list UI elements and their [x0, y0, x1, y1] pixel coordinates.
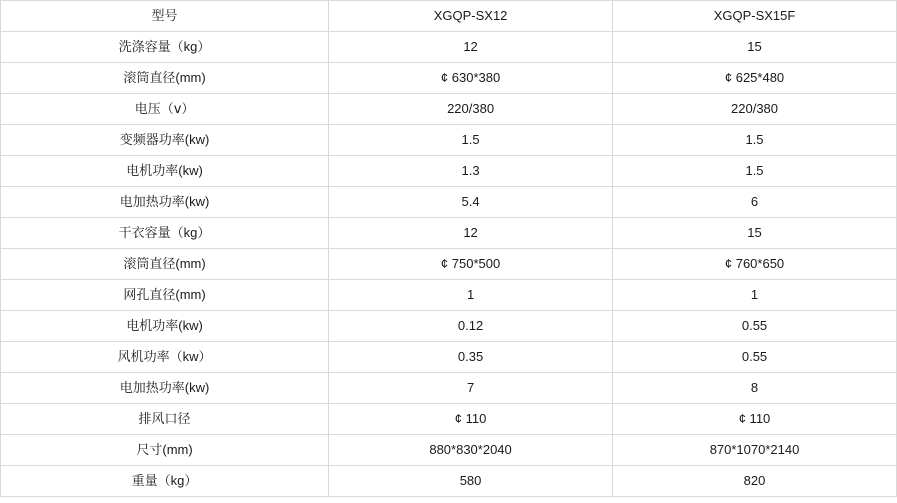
- row-value-1: 1.5: [329, 125, 613, 156]
- row-value-2: 870*1070*2140: [613, 435, 897, 466]
- row-value-1: 1.3: [329, 156, 613, 187]
- row-value-1: 12: [329, 218, 613, 249]
- row-value-1: 12: [329, 32, 613, 63]
- row-label: 网孔直径(mm): [1, 280, 329, 311]
- row-value-1: 0.12: [329, 311, 613, 342]
- row-value-2: ¢ 110: [613, 404, 897, 435]
- table-header-row: [1, 1, 897, 32]
- row-label: 电加热功率(kw): [1, 373, 329, 404]
- row-label: 洗涤容量（kg）: [1, 32, 329, 63]
- table-row: [1, 311, 897, 342]
- row-label: 电机功率(kw): [1, 156, 329, 187]
- table-row: [1, 435, 897, 466]
- table-row: [1, 156, 897, 187]
- row-value-2: 1.5: [613, 125, 897, 156]
- row-label: 电压（ⅴ）: [1, 94, 329, 125]
- table-row: [1, 342, 897, 373]
- row-value-2: ¢ 625*480: [613, 63, 897, 94]
- column-header-model: 型号: [1, 1, 329, 32]
- table-row: [1, 466, 897, 497]
- table-row: [1, 218, 897, 249]
- table-body: [1, 1, 897, 497]
- row-value-2: 0.55: [613, 311, 897, 342]
- row-value-1: 5.4: [329, 187, 613, 218]
- row-label: 排风口径: [1, 404, 329, 435]
- row-value-1: ¢ 630*380: [329, 63, 613, 94]
- table-row: [1, 94, 897, 125]
- row-label: 电机功率(kw): [1, 311, 329, 342]
- row-value-2: 1: [613, 280, 897, 311]
- row-value-2: 8: [613, 373, 897, 404]
- row-label: 干衣容量（kg）: [1, 218, 329, 249]
- row-value-2: 15: [613, 218, 897, 249]
- table-row: [1, 249, 897, 280]
- row-label: 变频器功率(kw): [1, 125, 329, 156]
- table-row: [1, 187, 897, 218]
- row-value-2: 820: [613, 466, 897, 497]
- column-header-model-1: XGQP-SX12: [329, 1, 613, 32]
- row-value-1: 580: [329, 466, 613, 497]
- row-value-2: 0.55: [613, 342, 897, 373]
- row-value-1: 1: [329, 280, 613, 311]
- row-value-1: 7: [329, 373, 613, 404]
- table-row: [1, 373, 897, 404]
- row-value-1: 0.35: [329, 342, 613, 373]
- row-label: 滚筒直径(mm): [1, 63, 329, 94]
- row-label: 滚筒直径(mm): [1, 249, 329, 280]
- row-value-2: ¢ 760*650: [613, 249, 897, 280]
- row-value-2: 220/380: [613, 94, 897, 125]
- table-row: [1, 63, 897, 94]
- row-value-1: ¢ 750*500: [329, 249, 613, 280]
- row-value-2: 15: [613, 32, 897, 63]
- row-label: 风机功率（kw）: [1, 342, 329, 373]
- table-row: [1, 32, 897, 63]
- row-value-2: 1.5: [613, 156, 897, 187]
- table-row: [1, 404, 897, 435]
- row-label: 电加热功率(kw): [1, 187, 329, 218]
- row-label: 重量（kg）: [1, 466, 329, 497]
- table-row: [1, 280, 897, 311]
- row-label: 尺寸(mm): [1, 435, 329, 466]
- row-value-1: 220/380: [329, 94, 613, 125]
- row-value-2: 6: [613, 187, 897, 218]
- row-value-1: ¢ 110: [329, 404, 613, 435]
- table-row: [1, 125, 897, 156]
- column-header-model-2: XGQP-SX15F: [613, 1, 897, 32]
- row-value-1: 880*830*2040: [329, 435, 613, 466]
